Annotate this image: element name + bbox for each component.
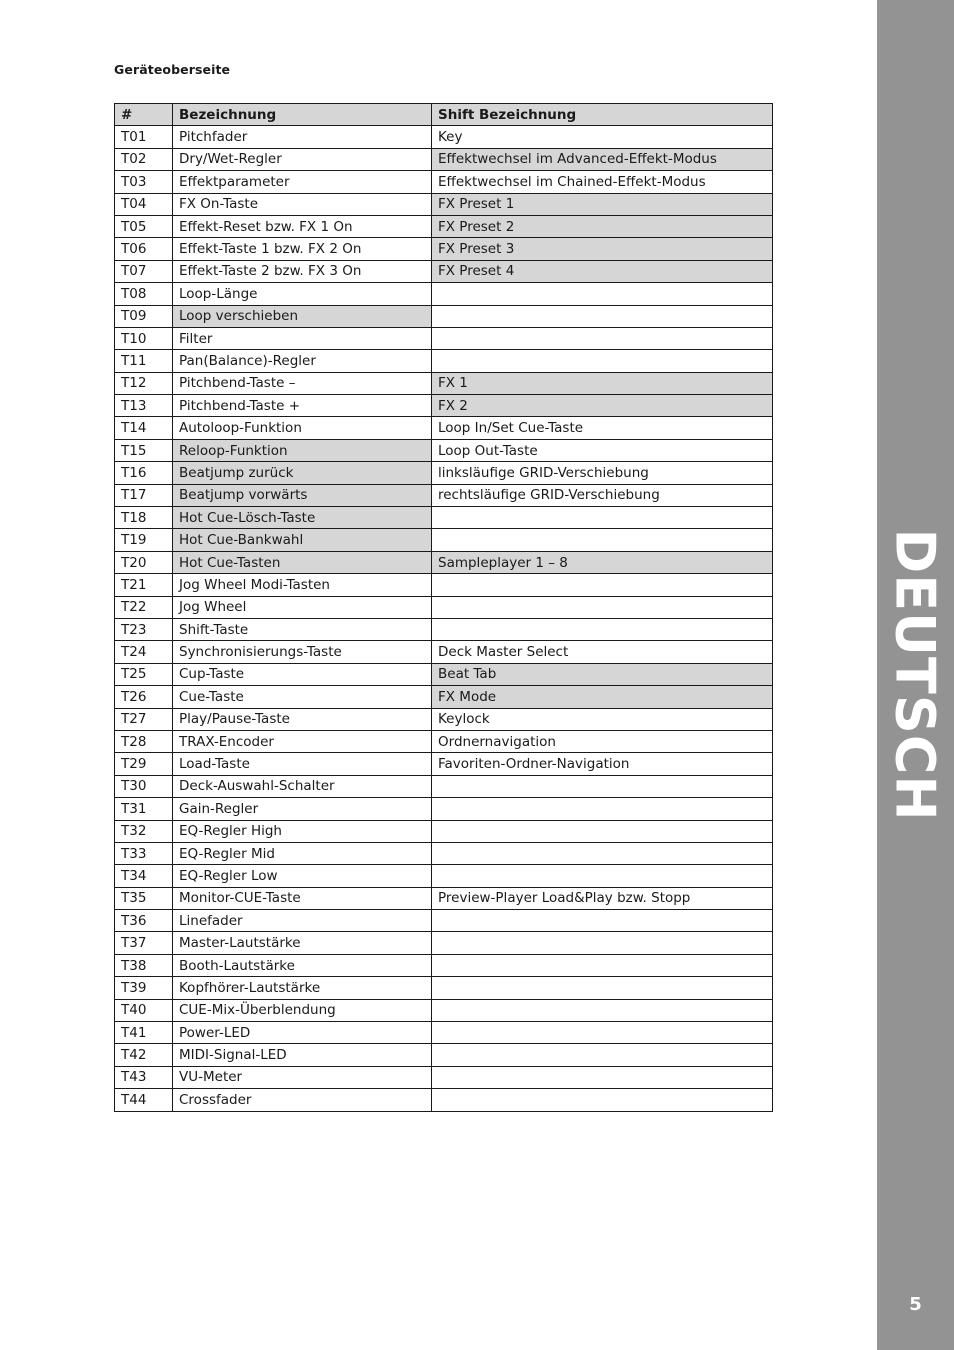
row-shift-name-cell: Ordnernavigation <box>432 730 773 752</box>
row-name-cell: Jog Wheel <box>173 596 432 618</box>
row-shift-name-cell: FX Preset 2 <box>432 215 773 237</box>
row-number-cell: T21 <box>115 574 173 596</box>
row-number-cell: T36 <box>115 910 173 932</box>
row-shift-name-cell <box>432 618 773 640</box>
row-name-cell: Monitor-CUE-Taste <box>173 887 432 909</box>
row-shift-name-cell: Sampleplayer 1 – 8 <box>432 551 773 573</box>
row-name-cell: Effektparameter <box>173 171 432 193</box>
table-row <box>115 260 773 282</box>
table-row <box>115 686 773 708</box>
row-number-cell: T34 <box>115 865 173 887</box>
row-number-cell: T10 <box>115 327 173 349</box>
row-number-cell: T39 <box>115 977 173 999</box>
row-shift-name-cell <box>432 932 773 954</box>
row-shift-name-cell: linksläufige GRID-Verschiebung <box>432 462 773 484</box>
table-row <box>115 753 773 775</box>
row-shift-name-cell <box>432 977 773 999</box>
row-name-cell: Pitchbend-Taste – <box>173 372 432 394</box>
row-number-cell: T17 <box>115 484 173 506</box>
row-shift-name-cell <box>432 798 773 820</box>
row-name-cell: FX On-Taste <box>173 193 432 215</box>
row-number-cell: T23 <box>115 618 173 640</box>
table-row <box>115 910 773 932</box>
row-shift-name-cell <box>432 596 773 618</box>
table-row <box>115 775 773 797</box>
table-row <box>115 350 773 372</box>
row-shift-name-cell <box>432 1022 773 1044</box>
table-row <box>115 126 773 148</box>
row-number-cell: T30 <box>115 775 173 797</box>
row-name-cell: Reloop-Funktion <box>173 439 432 461</box>
row-shift-name-cell <box>432 820 773 842</box>
row-name-cell: Dry/Wet-Regler <box>173 148 432 170</box>
row-name-cell: Cue-Taste <box>173 686 432 708</box>
row-name-cell: Loop verschieben <box>173 305 432 327</box>
row-number-cell: T19 <box>115 529 173 551</box>
header-number: # <box>115 104 173 126</box>
table-row <box>115 708 773 730</box>
row-number-cell: T20 <box>115 551 173 573</box>
row-name-cell: Filter <box>173 327 432 349</box>
row-number-cell: T29 <box>115 753 173 775</box>
table-row <box>115 618 773 640</box>
row-name-cell: Cup-Taste <box>173 663 432 685</box>
table-row <box>115 305 773 327</box>
row-name-cell: Booth-Lautstärke <box>173 954 432 976</box>
table-body <box>115 126 773 1111</box>
table-row <box>115 1089 773 1111</box>
row-shift-name-cell <box>432 574 773 596</box>
row-name-cell: Loop-Länge <box>173 283 432 305</box>
row-number-cell: T08 <box>115 283 173 305</box>
table-row <box>115 148 773 170</box>
row-shift-name-cell: FX Preset 3 <box>432 238 773 260</box>
row-number-cell: T35 <box>115 887 173 909</box>
language-tab-label: DEUTSCH <box>883 528 947 822</box>
table-row <box>115 171 773 193</box>
table-header-row <box>115 104 773 126</box>
table-row <box>115 596 773 618</box>
table-row <box>115 238 773 260</box>
row-name-cell: Pitchfader <box>173 126 432 148</box>
row-name-cell: Beatjump zurück <box>173 462 432 484</box>
row-shift-name-cell <box>432 283 773 305</box>
row-number-cell: T22 <box>115 596 173 618</box>
row-name-cell: Deck-Auswahl-Schalter <box>173 775 432 797</box>
row-shift-name-cell <box>432 327 773 349</box>
table-row <box>115 820 773 842</box>
row-number-cell: T01 <box>115 126 173 148</box>
table-row <box>115 798 773 820</box>
row-name-cell: Kopfhörer-Lautstärke <box>173 977 432 999</box>
row-number-cell: T32 <box>115 820 173 842</box>
row-number-cell: T05 <box>115 215 173 237</box>
row-number-cell: T06 <box>115 238 173 260</box>
row-number-cell: T18 <box>115 507 173 529</box>
table-row <box>115 484 773 506</box>
row-number-cell: T26 <box>115 686 173 708</box>
table-row <box>115 999 773 1021</box>
table-row <box>115 977 773 999</box>
row-name-cell: VU-Meter <box>173 1066 432 1088</box>
table-row <box>115 529 773 551</box>
row-name-cell: Linefader <box>173 910 432 932</box>
row-number-cell: T15 <box>115 439 173 461</box>
row-number-cell: T31 <box>115 798 173 820</box>
row-name-cell: Shift-Taste <box>173 618 432 640</box>
row-shift-name-cell <box>432 529 773 551</box>
table-row <box>115 641 773 663</box>
row-name-cell: Effekt-Taste 2 bzw. FX 3 On <box>173 260 432 282</box>
section-title: Geräteoberseite <box>114 62 231 77</box>
row-number-cell: T42 <box>115 1044 173 1066</box>
row-shift-name-cell <box>432 910 773 932</box>
row-number-cell: T33 <box>115 842 173 864</box>
row-name-cell: Jog Wheel Modi-Tasten <box>173 574 432 596</box>
row-shift-name-cell <box>432 1089 773 1111</box>
row-number-cell: T13 <box>115 395 173 417</box>
row-shift-name-cell: rechtsläufige GRID-Verschiebung <box>432 484 773 506</box>
row-name-cell: Master-Lautstärke <box>173 932 432 954</box>
row-name-cell: Effekt-Reset bzw. FX 1 On <box>173 215 432 237</box>
table-row <box>115 887 773 909</box>
row-name-cell: Load-Taste <box>173 753 432 775</box>
table-row <box>115 462 773 484</box>
table-row <box>115 327 773 349</box>
table-row <box>115 215 773 237</box>
row-number-cell: T37 <box>115 932 173 954</box>
table-row <box>115 507 773 529</box>
table-row <box>115 395 773 417</box>
row-name-cell: Pitchbend-Taste + <box>173 395 432 417</box>
row-shift-name-cell: Deck Master Select <box>432 641 773 663</box>
row-shift-name-cell: Loop Out-Taste <box>432 439 773 461</box>
row-number-cell: T25 <box>115 663 173 685</box>
row-shift-name-cell <box>432 865 773 887</box>
row-number-cell: T38 <box>115 954 173 976</box>
row-name-cell: MIDI-Signal-LED <box>173 1044 432 1066</box>
table-row <box>115 954 773 976</box>
table-row <box>115 574 773 596</box>
row-shift-name-cell: Keylock <box>432 708 773 730</box>
row-name-cell: Hot Cue-Bankwahl <box>173 529 432 551</box>
row-number-cell: T44 <box>115 1089 173 1111</box>
row-shift-name-cell <box>432 775 773 797</box>
row-shift-name-cell <box>432 507 773 529</box>
table-row <box>115 551 773 573</box>
row-name-cell: Pan(Balance)-Regler <box>173 350 432 372</box>
controls-table <box>114 103 773 1112</box>
row-shift-name-cell: FX 1 <box>432 372 773 394</box>
row-number-cell: T27 <box>115 708 173 730</box>
table-row <box>115 417 773 439</box>
row-shift-name-cell: FX Mode <box>432 686 773 708</box>
row-number-cell: T09 <box>115 305 173 327</box>
row-number-cell: T28 <box>115 730 173 752</box>
row-name-cell: Gain-Regler <box>173 798 432 820</box>
table-row <box>115 1022 773 1044</box>
row-number-cell: T43 <box>115 1066 173 1088</box>
table-row <box>115 1066 773 1088</box>
table-row <box>115 372 773 394</box>
row-number-cell: T24 <box>115 641 173 663</box>
row-name-cell: Power-LED <box>173 1022 432 1044</box>
table-row <box>115 663 773 685</box>
row-number-cell: T04 <box>115 193 173 215</box>
row-number-cell: T16 <box>115 462 173 484</box>
row-shift-name-cell: Loop In/Set Cue-Taste <box>432 417 773 439</box>
row-shift-name-cell <box>432 954 773 976</box>
row-shift-name-cell: FX 2 <box>432 395 773 417</box>
row-shift-name-cell <box>432 999 773 1021</box>
row-name-cell: EQ-Regler Low <box>173 865 432 887</box>
row-number-cell: T02 <box>115 148 173 170</box>
row-name-cell: Synchronisierungs-Taste <box>173 641 432 663</box>
header-name: Bezeichnung <box>173 104 432 126</box>
row-shift-name-cell: Key <box>432 126 773 148</box>
row-number-cell: T41 <box>115 1022 173 1044</box>
row-name-cell: Effekt-Taste 1 bzw. FX 2 On <box>173 238 432 260</box>
row-shift-name-cell <box>432 1066 773 1088</box>
row-name-cell: EQ-Regler Mid <box>173 842 432 864</box>
row-shift-name-cell: Beat Tab <box>432 663 773 685</box>
row-name-cell: Autoloop-Funktion <box>173 417 432 439</box>
table-row <box>115 283 773 305</box>
row-name-cell: EQ-Regler High <box>173 820 432 842</box>
row-name-cell: Beatjump vorwärts <box>173 484 432 506</box>
table-row <box>115 1044 773 1066</box>
page-number: 5 <box>909 1294 922 1315</box>
row-name-cell: Play/Pause-Taste <box>173 708 432 730</box>
table-row <box>115 842 773 864</box>
row-number-cell: T07 <box>115 260 173 282</box>
table-row <box>115 439 773 461</box>
row-shift-name-cell: FX Preset 1 <box>432 193 773 215</box>
row-shift-name-cell <box>432 305 773 327</box>
row-name-cell: Hot Cue-Lösch-Taste <box>173 507 432 529</box>
row-shift-name-cell <box>432 842 773 864</box>
row-number-cell: T40 <box>115 999 173 1021</box>
row-number-cell: T12 <box>115 372 173 394</box>
row-name-cell: Hot Cue-Tasten <box>173 551 432 573</box>
table-row <box>115 865 773 887</box>
row-shift-name-cell: Effektwechsel im Chained-Effekt-Modus <box>432 171 773 193</box>
row-number-cell: T14 <box>115 417 173 439</box>
table-row <box>115 193 773 215</box>
row-shift-name-cell: Preview-Player Load&Play bzw. Stopp <box>432 887 773 909</box>
table-row <box>115 730 773 752</box>
table-row <box>115 932 773 954</box>
row-shift-name-cell: FX Preset 4 <box>432 260 773 282</box>
row-shift-name-cell <box>432 350 773 372</box>
row-shift-name-cell: Favoriten-Ordner-Navigation <box>432 753 773 775</box>
row-shift-name-cell: Effektwechsel im Advanced-Effekt-Modus <box>432 148 773 170</box>
row-shift-name-cell <box>432 1044 773 1066</box>
row-number-cell: T03 <box>115 171 173 193</box>
row-name-cell: CUE-Mix-Überblendung <box>173 999 432 1021</box>
header-shift-name: Shift Bezeichnung <box>432 104 773 126</box>
row-number-cell: T11 <box>115 350 173 372</box>
row-name-cell: Crossfader <box>173 1089 432 1111</box>
row-name-cell: TRAX-Encoder <box>173 730 432 752</box>
